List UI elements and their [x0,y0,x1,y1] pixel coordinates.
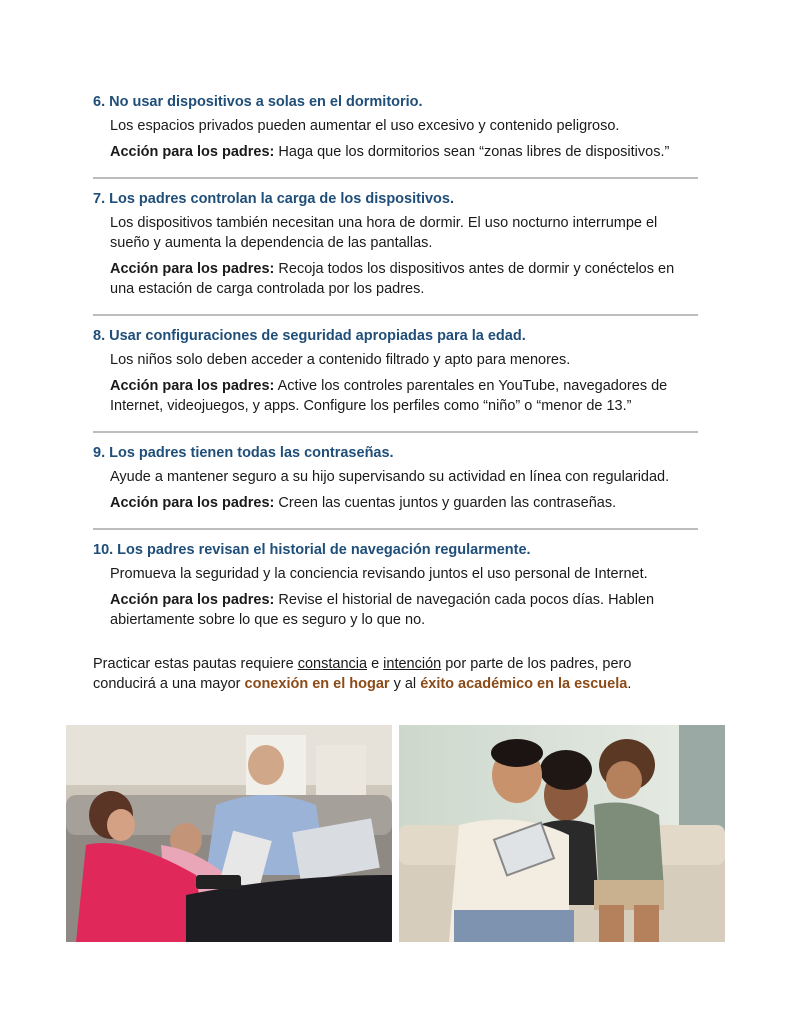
guideline-8 [93,326,698,416]
closing-highlight-hogar: conexión en el hogar [244,676,390,692]
guideline-body: Los dispositivos también necesitan una hora de dormir. El uso nocturno interrumpe el sueño y aumenta la dependencia de las pantallas. [110,215,658,251]
action-text: Revise el historial de navegación cada pocos días. Hablen abiertamente sobre lo que es seguro y lo que no. [110,592,655,628]
closing-text: Practicar estas pautas requiere [93,656,298,672]
guideline-title: 8. Usar configuraciones de seguridad apropiadas para la edad. [93,328,526,344]
closing-text: . [627,676,632,692]
closing-underline-intencion: intención [383,656,442,672]
guideline-title: 10. Los padres revisan el historial de navegación regularmente. [93,542,531,558]
guideline-title: 7. Los padres controlan la carga de los dispositivos. [93,191,454,207]
guideline-action [110,590,698,630]
action-text: Recoja todos los dispositivos antes de dormir y conéctelos en una estación de carga controlada por los padres. [110,261,675,297]
action-label: Acción para los padres: [110,592,275,608]
action-text: Active los controles parentales en YouTube, navegadores de Internet, videojuegos, y apps. Configure los perfiles como “niño” o “menor de 13.” [110,378,668,414]
guideline-action [110,142,698,162]
closing-highlight-escuela: éxito académico en la escuela [420,676,628,692]
closing-text: y al [389,676,421,692]
closing-paragraph [93,654,698,694]
family-tablet-photo [399,725,725,942]
closing-text: e [367,656,384,672]
guideline-action [110,376,698,416]
action-label: Acción para los padres: [110,261,275,277]
action-label: Acción para los padres: [110,378,275,394]
guideline-action [110,259,698,299]
guideline-6 [93,92,698,162]
guideline-9 [93,443,698,513]
action-text: Haga que los dormitorios sean “zonas libres de dispositivos.” [274,144,670,160]
divider [93,314,698,316]
action-label: Acción para los padres: [110,495,275,511]
guideline-title: 9. Los padres tienen todas las contraseñas. [93,445,394,461]
guideline-7 [93,189,698,299]
divider [93,528,698,530]
closing-underline-constancia: constancia [297,656,368,672]
guideline-action [110,493,698,513]
action-label: Acción para los padres: [110,144,275,160]
guideline-title: 6. No usar dispositivos a solas en el dormitorio. [93,94,423,110]
guideline-body: Los espacios privados pueden aumentar el uso excesivo y contenido peligroso. [110,118,620,134]
guideline-body: Ayude a mantener seguro a su hijo supervisando su actividad en línea con regularidad. [110,469,670,485]
guidelines-content [93,92,698,694]
guideline-body: Los niños solo deben acceder a contenido filtrado y apto para menores. [110,352,571,368]
family-couch-laptop-photo [66,725,392,942]
divider [93,431,698,433]
guideline-10 [93,540,698,630]
divider [93,177,698,179]
closing-text: por parte de los padres, pero conducirá a una mayor [93,656,632,692]
guideline-body: Promueva la seguridad y la conciencia revisando juntos el uso personal de Internet. [110,566,648,582]
action-text: Creen las cuentas juntos y guarden las contraseñas. [274,495,617,511]
